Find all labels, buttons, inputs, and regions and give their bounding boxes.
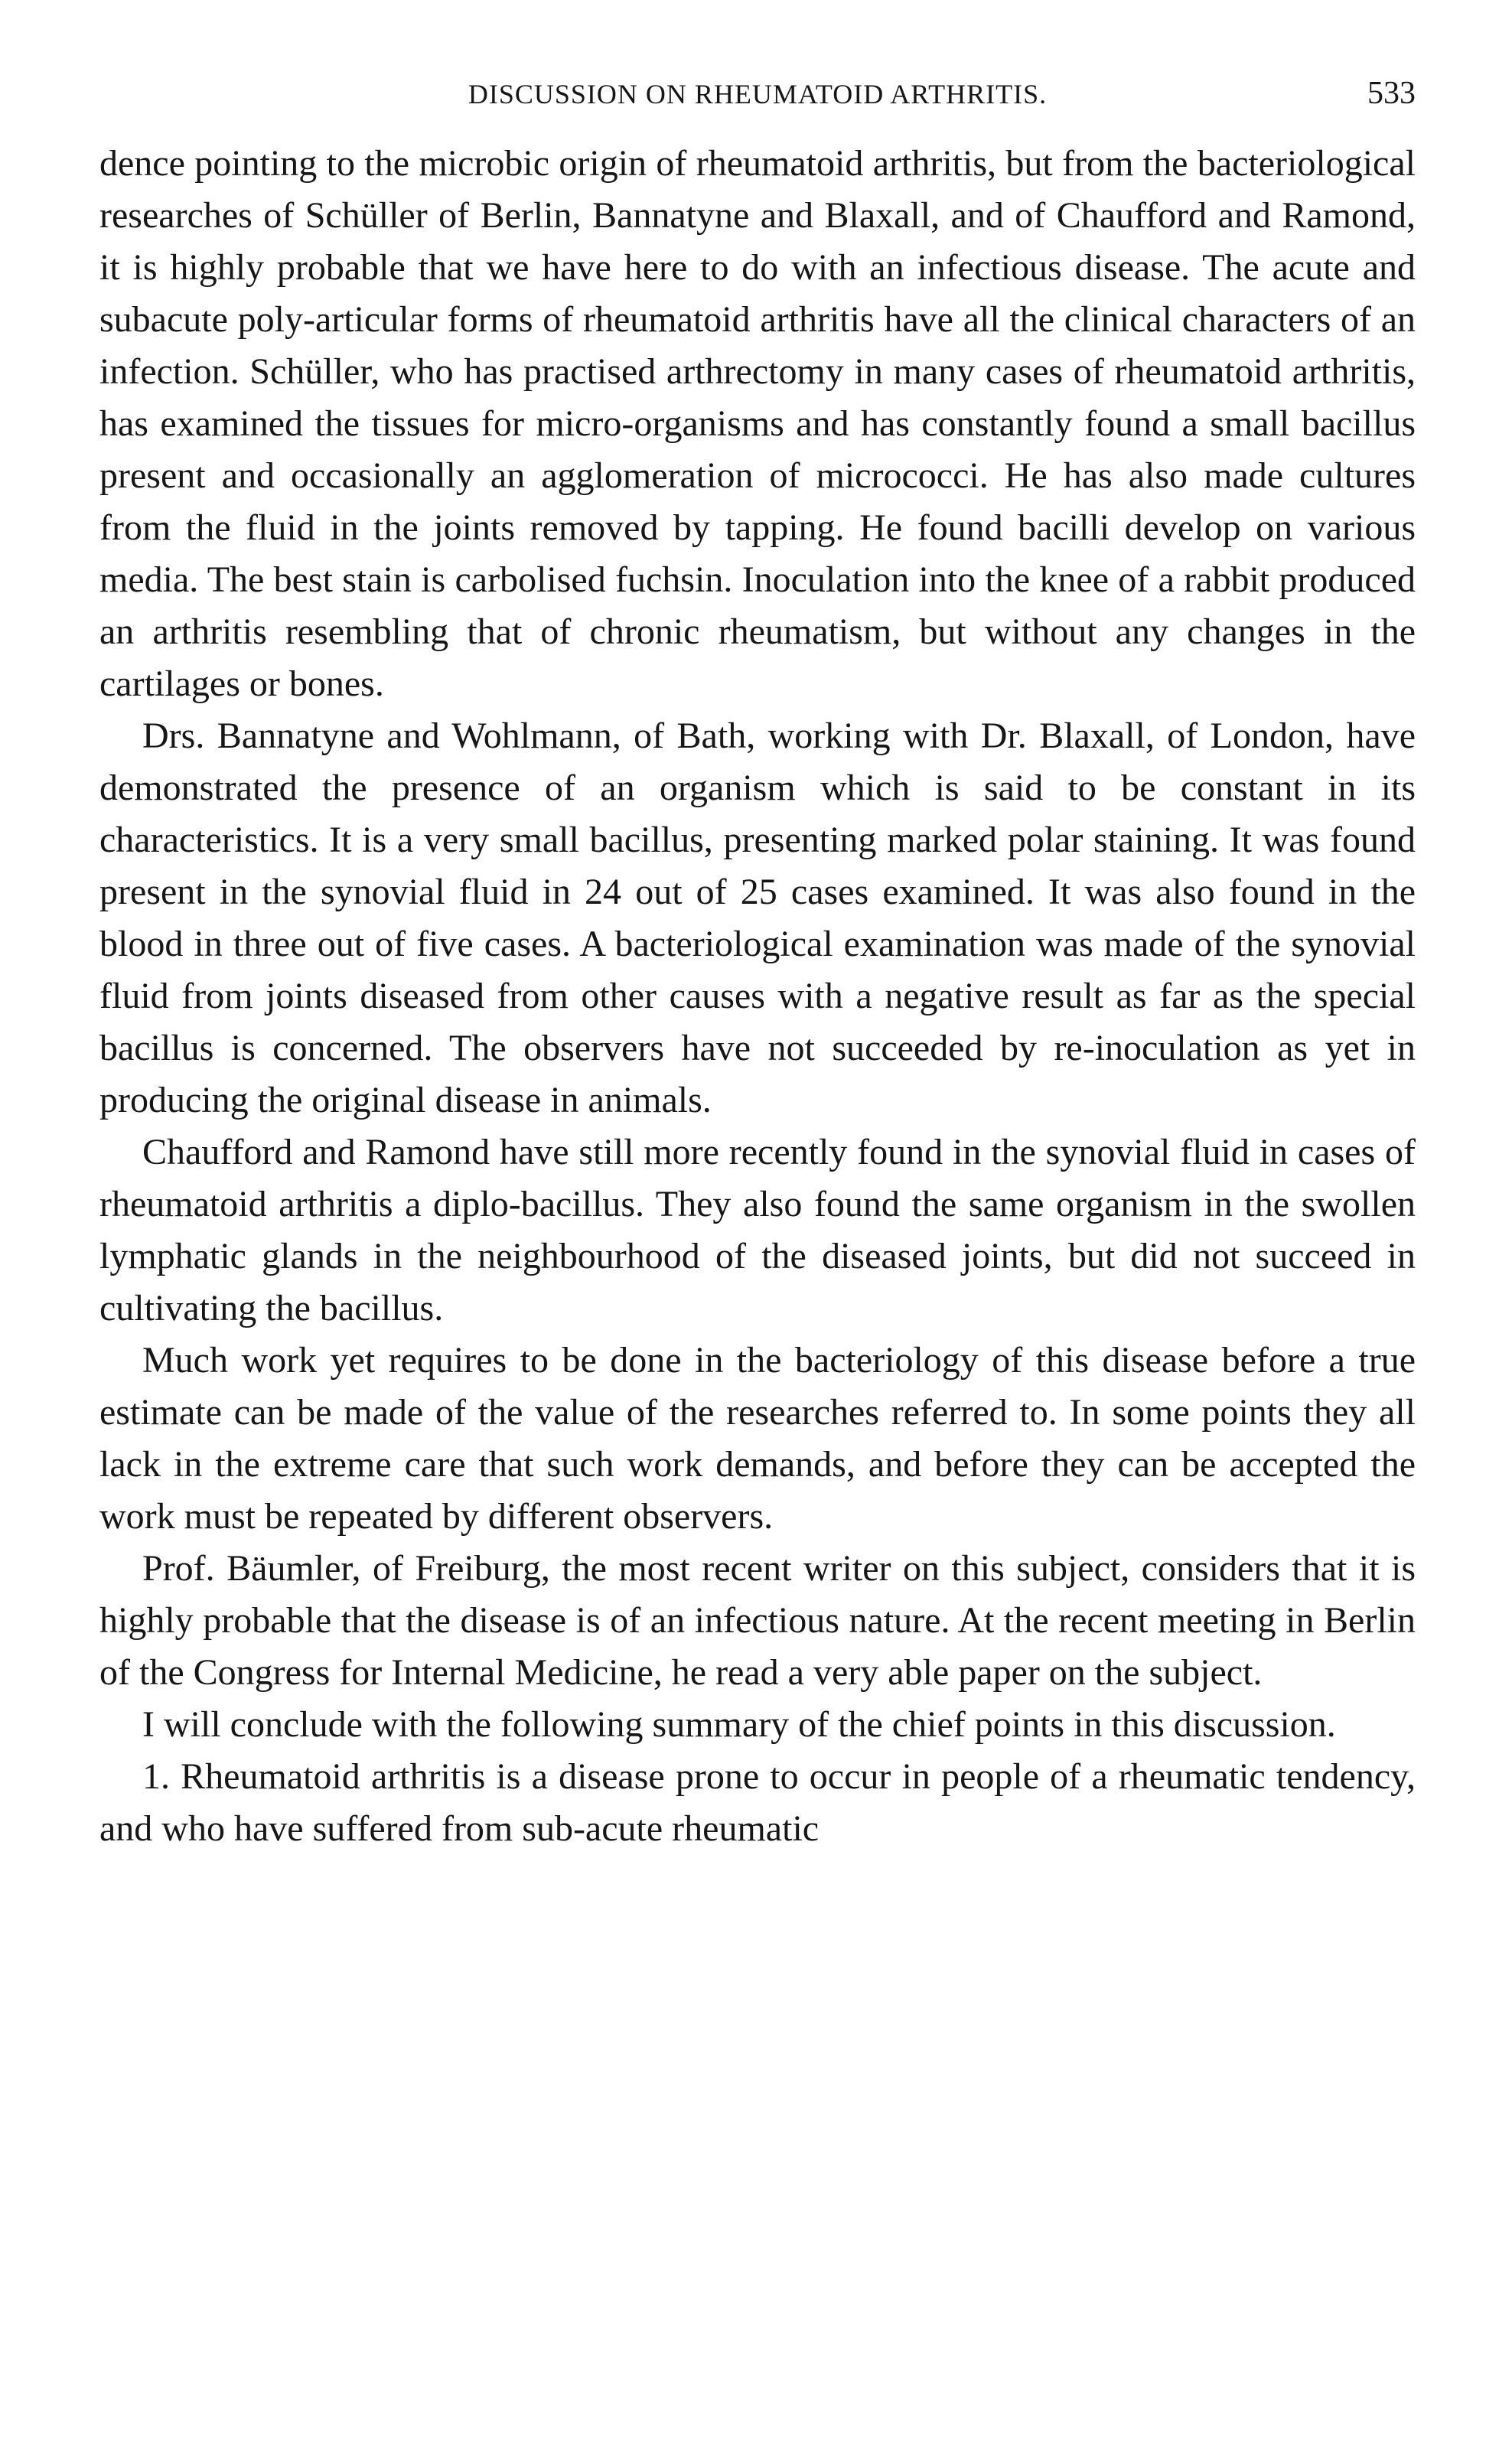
paragraph-much-work: Much work yet requires to be done in the bacteriology of this disease before a true estimate can be made of the value of the researches referred to. In some points they all lack in the extreme care that such work demands, and before they can be accepted the work must be repeated by different observers. — [99, 1340, 1416, 1537]
page-number: 533 — [1367, 76, 1416, 111]
paragraph-baumler: Prof. Bäumler, of Freiburg, the most recent writer on this subject, considers that it is highly probable that the disease is of an infectious nature. At the recent meeting in Berlin of the Congress for Internal Medicine, he read a very able paper on the subject. — [99, 1548, 1416, 1693]
page — [99, 61, 1416, 1855]
paragraph-bannatyne: Drs. Bannatyne and Wohlmann, of Bath, working with Dr. Blaxall, of London, have demonstrated the presence of an organism which is said to be constant in its characteristics. It is a very small bacillus, presenting marked polar staining. It was found present in the synovial fluid in 24 out of 25 cases examined. It was also found in the blood in three out of five cases. A bacteriological examination was made of the synovial fluid from joints diseased from other causes with a negative result as far as the special bacillus is concerned. The observers have not succeeded by re-inoculation as yet in producing the original disease in animals. — [99, 716, 1416, 1120]
paragraph-chaufford: Chaufford and Ramond have still more recently found in the synovial fluid in cases of rheumatoid arthritis a diplo-bacillus. They also found the same organism in the swollen lymphatic glands in the neighbourhood of the diseased joints, but did not succeed in cultivating the bacillus. — [99, 1132, 1416, 1328]
running-title: DISCUSSION ON RHEUMATOID ARTHRITIS. — [468, 79, 1048, 109]
paragraph-summary-point-1: 1. Rheumatoid arthritis is a disease prone to occur in people of a rheumatic tendency, and who have suffered from sub-acute rheumatic — [99, 1756, 1416, 1849]
running-head — [99, 61, 1416, 130]
paragraph-continuation: dence pointing to the microbic origin of rheumatoid arthritis, but from the bacteriological researches of Schüller of Berlin, Bannatyne and Blaxall, and of Chaufford and Ramond, it is highly probable that we have here to do with an infectious disease. The acute and subacute poly-articular forms of rheumatoid arthritis have all the clinical characters of an infection. Schüller, who has practised arthrectomy in many cases of rheumatoid arthritis, has examined the tissues for micro-organisms and has constantly found a small bacillus present and occasionally an agglomeration of micrococci. He has also made cultures from the fluid in the joints removed by tapping. He found bacilli develop on various media. The best stain is carbolised fuchsin. Inoculation into the knee of a rabbit produced an arthritis resembling that of chronic rheumatism, but without any changes in the cartilages or bones. — [99, 143, 1416, 704]
body-text — [99, 138, 1416, 1855]
paragraph-conclude: I will conclude with the following summary of the chief points in this discussion. — [142, 1704, 1336, 1745]
